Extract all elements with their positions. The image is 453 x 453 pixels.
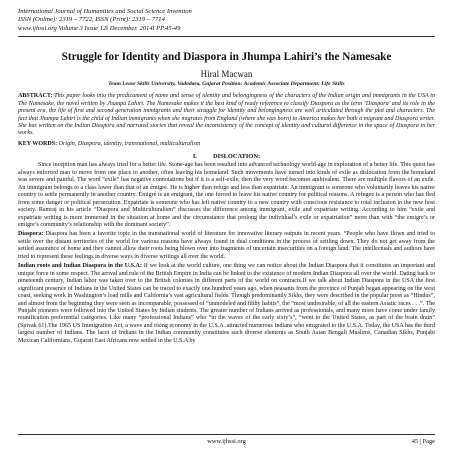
- paragraph-label: Diaspora:: [18, 231, 44, 238]
- paper-page: [18, 8, 435, 345]
- keywords-text: Origin, Diaspora, identity, transnational, multiculturalism: [57, 140, 201, 147]
- abstract: [18, 93, 435, 138]
- abstract-label: ABSTRACT:: [18, 93, 53, 100]
- section-heading: I. DISLOCATION:: [192, 153, 261, 161]
- author-affiliation: Team Lease Skills University, Vadodara, Gujarat Position: Academic Associate Department: Life Skills: [108, 81, 345, 88]
- paper-title: Struggle for Identity and Diaspora in Jhumpa Lahiri’s the Namesake: [61, 51, 392, 64]
- journal-issn: ISSN (Online): 2319 – 7722, ISSN (Print): 2319 – 7714: [18, 16, 165, 24]
- page-number: 45 | Page: [411, 438, 435, 445]
- paragraph-diaspora: [18, 231, 435, 261]
- paragraph-dislocation: Since inception man has always tried for a better life. Stone-age has been resulted into advanced technology world-age in exploration of a better life. This quest has always enforced man to move from one place to another, often leaving his homeland. Such movements have turned into kinds of exile as dislocation from the homeland was severe and painful. The word “exile” has negative connotations but if it is a self-exile, then the very word becomes ambivalent. There are multiple flavors of an exile. An immigrant belongs to a class lower than that of an émigré. He is higher than refuge and less than expatriate. An immigrant is someone who voluntarily leaves his native country to settle permanently in another country. Émigré is an emigrant, the one forced to leave his native country for political reasons. A refugee is a person who has fled from some danger or political persecution. Expatriate is someone who has left native country to a new country with conscious resistance to total inclusion in the new host society. Ramraj in his article “Diaspora and Multiculturalism” discusses the difference among immigrant, exile and expatriate writing. According to him “exile and expatriate writing is more immersed in the situation at home and the circumstance that prolong the individual’s exile or expatriation” more than with “the emigre’s or emigre’s community’s relationship with the dominant society”.: [18, 162, 435, 229]
- abstract-text: This paper looks into the predicament of name and sense of identity and belongingness of the characters of the Indian origin and immigrants in the USA in The Namesake, the novel written by Jhumpa Lahiri. The Namesake makes it the best kind of ready reference to classify Diaspora as the term ‘Diaspora’ and its role in the present era, the life of first and second generation immigrants and their struggle for identity and belongingness are well articulated through the plot and characters. The fact that Jhumpa Lahiri is the child of Indian immigrants when she migrates from England (where she was born) to America makes her both a migrant and Diaspora writer. She has written on the Indian Diaspora and narrated stories that reveal the inconsistency of the concept of identity and cultural difference in the space of Diaspora in her works.: [18, 93, 435, 137]
- keywords-label: KEY WORDS:: [18, 140, 58, 147]
- paragraph-text: Diaspora has been a favorite topic in the transnational world of literature for innovative literary outputs in recent years. “People who have flown and tried to settle over the distant territories of the world for various reasons have always found in dual conditions in the process of settling down. They do not get away from the settled assurance of home and they cannot allow their roots being blown over into fragments of uncertain insecurities on a foreign land. The intellectuals and authors have tried to represent these feelings in diverse ways in diverse writings all over the world.: [18, 231, 435, 260]
- author-name: Hiral Macwan: [200, 69, 253, 80]
- journal-header: [18, 8, 435, 33]
- paragraph-text: If we look at the world culture, one thing we can notice about the Indian Diaspora that it constitutes an important and unique force in some respect. The arrival and rule of the British Empire in India can be linked to the existence of modern Indian Diaspora all over the world. Dating back to nineteenth century, Indian labor was taken over to the British colonies in different parts of the world on contracts.If we talk about Indian Diaspora in the USA the first significant presence of Indians in the United States can be traced to exactly one hundred years ago, when peasants from the province of Punjab began appearing on the west coast, seeking work in Washington’s load mills and California’s vast agricultural fields. Though predominantly Sikhs, they were described in the popular press as “Hindus”, and almost from the beginning they were seen as incomparable, possessed of “unmodeled and filthy habits”, the “most undesirable, of all the eastern Asiatic races . . .”. The Punjabi pioneers were followed into the United States by Indian students. The greater number of Indians arrived as professionals, and many more have come under family reunification preferential categories. Like many “professional Indians” who “in the waves of the early sixty’s”, “went to the United States, as part of the brain drain” (Spivak 61).The 1965 US Immigration Act, a wave and rising economy in the U.S.A. attracted numerous Indians who emigrated to the U.S.A. Today, the USA has the third largest number of Indians. The facet of Indians in the Indian community constitutes such diverse elements as South Asian Bengali Muslims, Canadian Sikhs, Punjabi Mexican Californians, Gujarati East Africans now settled in the U.S.A by: [18, 263, 435, 344]
- journal-volume: www.ijhssi.org Volume 3 Issue 12ǁ December. 2014ǁ PP.45-49: [18, 24, 181, 32]
- keywords: [18, 141, 435, 148]
- journal-name: International Journal of Humanities and Social Science Invention: [18, 8, 192, 15]
- page-footer: [18, 434, 435, 445]
- paragraph-label: Indian roots and Indian Diaspora in the U.S.A:: [18, 263, 142, 270]
- footer-url: www.ijhssi.org: [207, 438, 246, 445]
- paragraph-indian-roots: [18, 263, 435, 345]
- header-rule: [18, 36, 435, 37]
